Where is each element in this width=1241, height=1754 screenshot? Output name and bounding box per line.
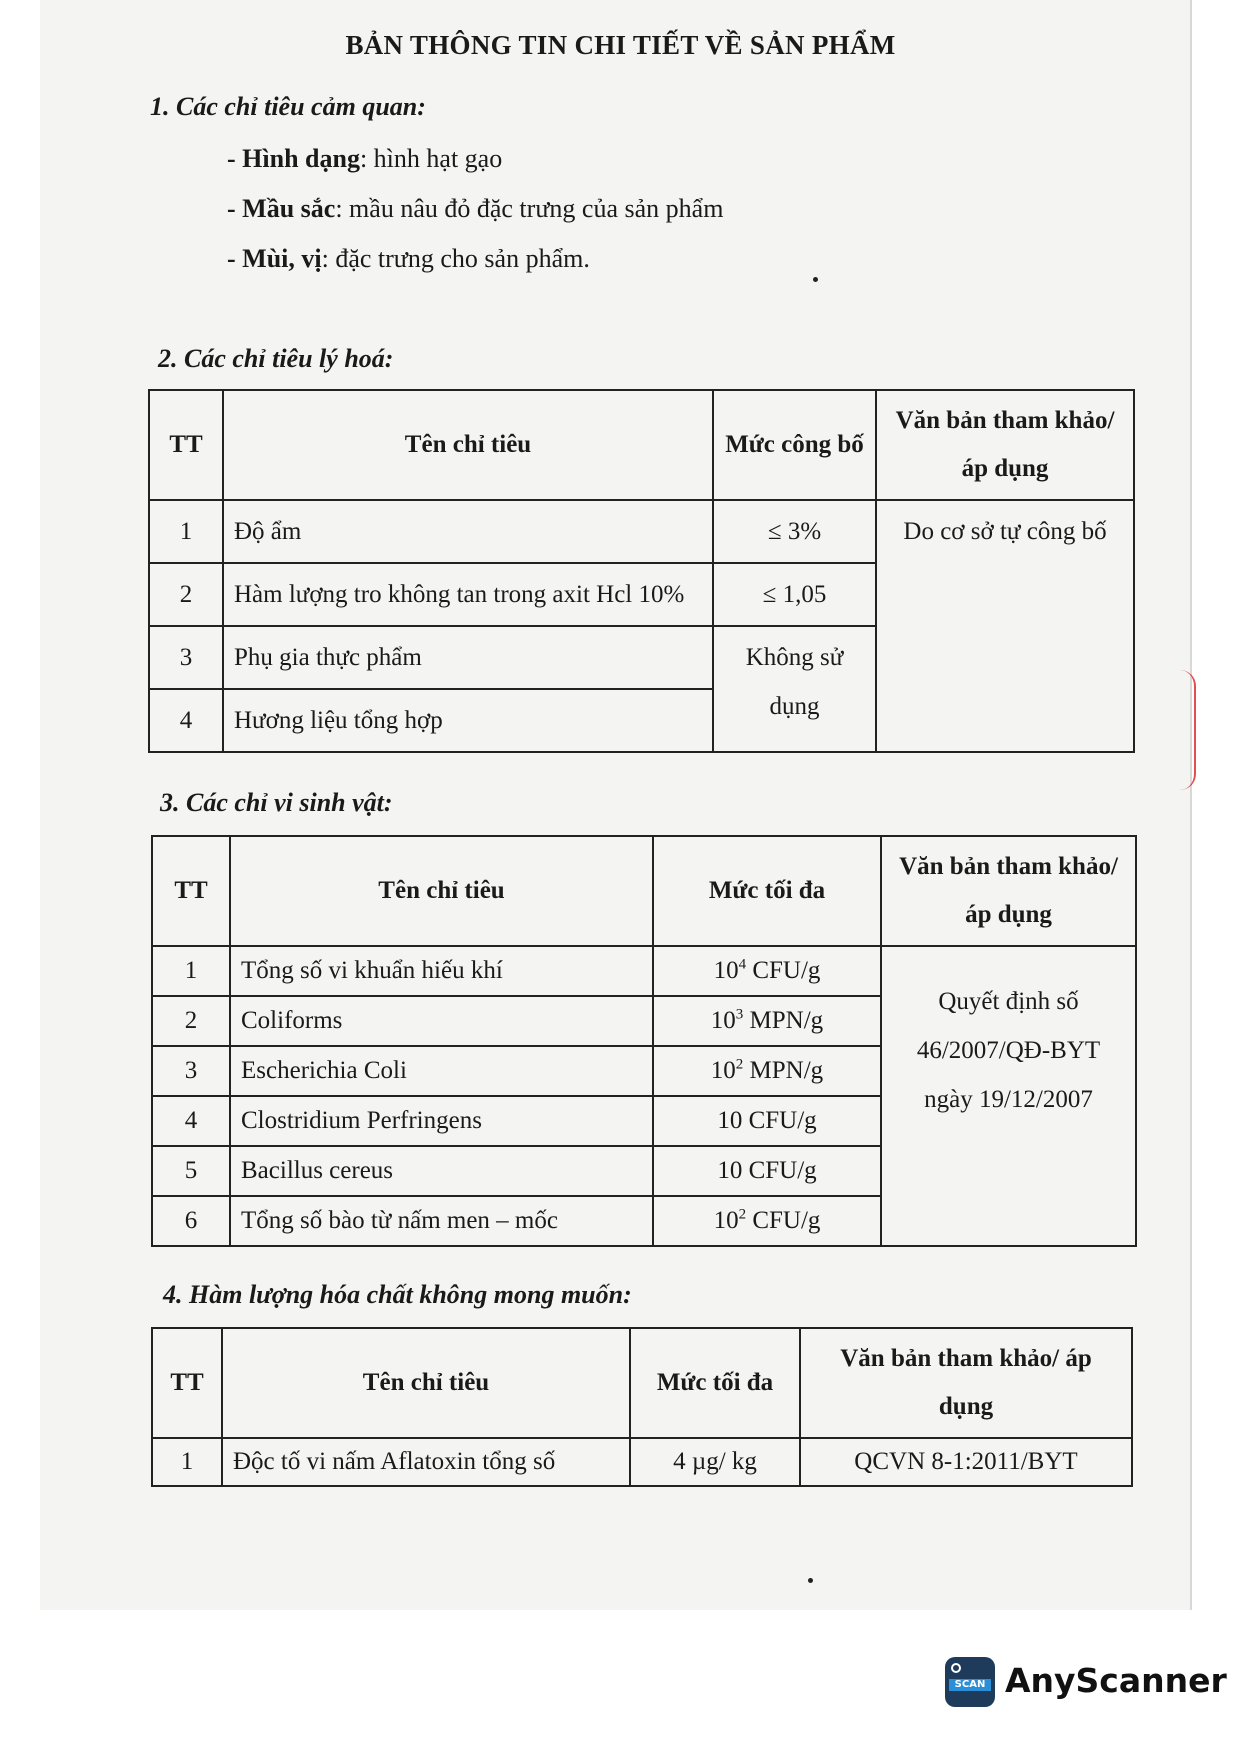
level-unit: CFU/g: [746, 1207, 821, 1234]
cell-level: 4 µg/ kg: [630, 1438, 800, 1486]
cell-name: Bacillus cereus: [230, 1146, 653, 1196]
cell-tt: 1: [149, 500, 223, 563]
logo-badge-text: SCAN: [949, 1679, 991, 1691]
table-header-row: [152, 836, 1136, 946]
header-name: Tên chỉ tiêu: [222, 1328, 630, 1438]
level-unit: MPN/g: [743, 1057, 824, 1084]
header-level: Mức công bố: [713, 390, 876, 500]
sensory-label: - Mùi, vị: [227, 244, 322, 273]
cell-name: Độc tố vi nấm Aflatoxin tổng số: [222, 1438, 630, 1486]
sensory-value: : mầu nâu đỏ đặc trưng của sản phẩm: [335, 194, 724, 223]
cell-level: [653, 946, 881, 996]
cell-ref: Do cơ sở tự công bố: [876, 500, 1134, 752]
sensory-label: - Hình dạng: [227, 144, 360, 173]
cell-level: [653, 1046, 881, 1096]
table-row: [152, 1438, 1132, 1486]
cell-ref: [881, 946, 1136, 1246]
header-name: Tên chỉ tiêu: [230, 836, 653, 946]
section2-heading: 2. Các chỉ tiêu lý hoá:: [158, 344, 394, 373]
cell-tt: 2: [149, 563, 223, 626]
microbiology-table: [151, 835, 1137, 1247]
cell-tt: 4: [149, 689, 223, 752]
cell-tt: 3: [152, 1046, 230, 1096]
physicochemical-table: [148, 389, 1135, 753]
cell-level: 10 CFU/g: [653, 1096, 881, 1146]
cell-level: [653, 1196, 881, 1246]
cell-tt: 5: [152, 1146, 230, 1196]
brand-name: AnyScanner: [1005, 1661, 1227, 1700]
level-unit: CFU/g: [746, 957, 821, 984]
anyscanner-logo-icon: [945, 1657, 995, 1707]
header-ref: Văn bản tham khảo/ áp dụng: [881, 836, 1136, 946]
level-base: 10: [710, 1057, 736, 1084]
sensory-item-taste: [227, 244, 590, 274]
cell-name: Phụ gia thực phẩm: [223, 626, 713, 689]
level-exponent: 2: [735, 1056, 744, 1073]
cell-name: Hàm lượng tro không tan trong axit Hcl 10%: [223, 563, 713, 626]
cell-name: Escherichia Coli: [230, 1046, 653, 1096]
header-ref: Văn bản tham khảo/ áp dụng: [876, 390, 1134, 500]
header-tt: TT: [152, 836, 230, 946]
ref-line: ngày 19/12/2007: [924, 1086, 1093, 1113]
table-row: [149, 500, 1134, 563]
table-row: [152, 946, 1136, 996]
sensory-value: : đặc trưng cho sản phẩm.: [321, 244, 590, 273]
ref-line: Quyết định số: [938, 988, 1079, 1015]
header-name: Tên chỉ tiêu: [223, 390, 713, 500]
level-exponent: 3: [735, 1006, 744, 1023]
chemical-table: [151, 1327, 1133, 1487]
sensory-item-shape: [227, 144, 502, 174]
table-header-row: [149, 390, 1134, 500]
cell-tt: 4: [152, 1096, 230, 1146]
cell-ref: QCVN 8-1:2011/BYT: [800, 1438, 1132, 1486]
scan-speck: [813, 277, 818, 282]
header-tt: TT: [152, 1328, 222, 1438]
header-level: Mức tối đa: [653, 836, 881, 946]
sensory-value: : hình hạt gạo: [359, 144, 503, 173]
cell-name: Tổng số bào từ nấm men – mốc: [230, 1196, 653, 1246]
document-title: BẢN THÔNG TIN CHI TIẾT VỀ SẢN PHẨM: [345, 30, 896, 60]
cell-level: ≤ 3%: [713, 500, 876, 563]
section1-heading: 1. Các chỉ tiêu cảm quan:: [150, 92, 426, 121]
cell-name: Clostridium Perfringens: [230, 1096, 653, 1146]
level-base: 10: [713, 1207, 739, 1234]
cell-level: ≤ 1,05: [713, 563, 876, 626]
header-tt: TT: [149, 390, 223, 500]
sensory-label: - Mầu sắc: [227, 194, 336, 223]
header-level: Mức tối đa: [630, 1328, 800, 1438]
header-ref: Văn bản tham khảo/ áp dụng: [800, 1328, 1132, 1438]
cell-tt: 3: [149, 626, 223, 689]
lens-icon: [951, 1663, 961, 1673]
anyscanner-watermark: [945, 1655, 1227, 1711]
cell-tt: 2: [152, 996, 230, 1046]
table-header-row: [152, 1328, 1132, 1438]
level-unit: MPN/g: [743, 1007, 824, 1034]
cell-level: [653, 996, 881, 1046]
scan-speck: [808, 1578, 813, 1583]
cell-tt: 1: [152, 1438, 222, 1486]
cell-tt: 1: [152, 946, 230, 996]
level-base: 10: [713, 957, 739, 984]
cell-name: Độ ẩm: [223, 500, 713, 563]
section3-heading: 3. Các chỉ vi sinh vật:: [160, 788, 393, 817]
cell-level: 10 CFU/g: [653, 1146, 881, 1196]
cell-name: Hương liệu tổng hợp: [223, 689, 713, 752]
section4-heading: 4. Hàm lượng hóa chất không mong muốn:: [163, 1280, 632, 1309]
level-exponent: 4: [738, 956, 747, 973]
sensory-item-color: [227, 194, 723, 224]
cell-level: Không sử dụng: [713, 626, 876, 752]
ref-line: 46/2007/QĐ-BYT: [916, 1037, 1101, 1064]
cell-name: Coliforms: [230, 996, 653, 1046]
cell-tt: 6: [152, 1196, 230, 1246]
level-base: 10: [710, 1007, 736, 1034]
level-exponent: 2: [738, 1206, 747, 1223]
cell-name: Tổng số vi khuẩn hiếu khí: [230, 946, 653, 996]
